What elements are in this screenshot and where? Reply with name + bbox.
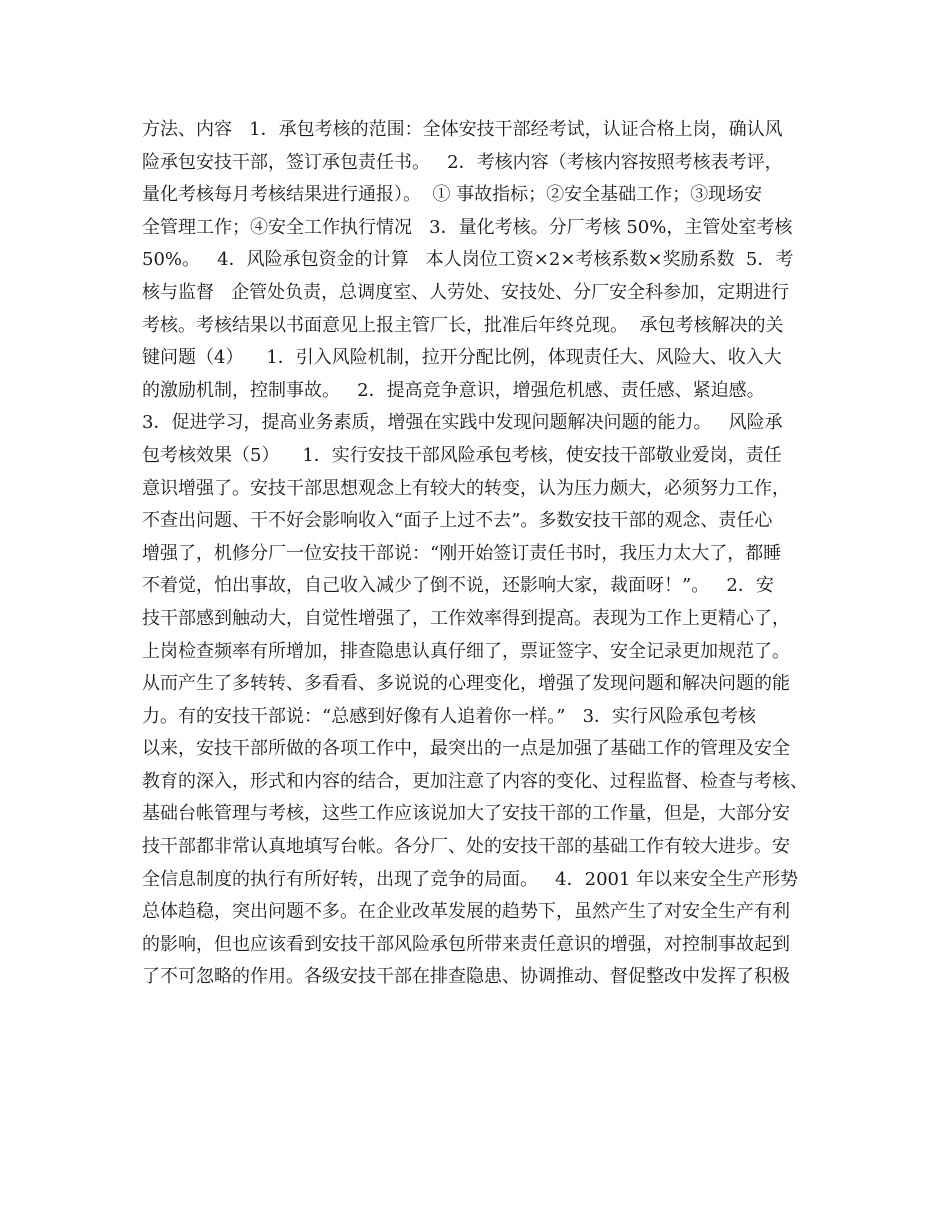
text-line: 考核。考核结果以书面意见上报主管厂长，批准后年终兑现。 承包考核解决的关 — [142, 314, 784, 336]
text-line: 了不可忽略的作用。各级安技干部在排查隐患、协调推动、督促整改中发挥了积极 — [142, 966, 790, 988]
text-line: 3．促进学习，提高业务素质，增强在实践中发现问题解决问题的能力。 风险承 — [142, 412, 783, 434]
text-line: 意识增强了。安技干部思想观念上有较大的转变，认为压力颇大，必须努力工作， — [142, 477, 790, 499]
text-line: 增强了，机修分厂一位安技干部说：“刚开始签订责任书时，我压力太大了，都睡 — [142, 542, 782, 564]
text-line: 险承包安技干部，签订承包责任书。 2．考核内容（考核内容按照考核表考评， — [142, 151, 783, 173]
text-line: 全管理工作；④安全工作执行情况 3．量化考核。分厂考核 50%，主管处室考核 — [142, 216, 793, 238]
text-line: 的影响，但也应该看到安技干部风险承包所带来责任意识的增强，对控制事故起到 — [142, 933, 790, 955]
text-line: 不着觉，怕出事故，自己收入减少了倒不说，还影响大家，裁面呀！”。 2．安 — [142, 575, 774, 597]
text-line: 包考核效果（5） 1．实行安技干部风险承包考核，使安技干部敬业爱岗，责任 — [142, 444, 782, 466]
text-line: 50%。 4．风险承包资金的计算 本人岗位工资×2×考核系数×奖励系数 5．考 — [142, 249, 794, 271]
text-line: 以来，安技干部所做的各项工作中，最突出的一点是加强了基础工作的管理及安全 — [142, 738, 790, 760]
text-line: 上岗检查频率有所增加，排查隐患认真仔细了，票证签字、安全记录更加规范了。 — [142, 640, 790, 662]
body-text — [142, 114, 832, 994]
text-line: 技干部感到触动大，自觉性增强了，工作效率得到提高。表现为工作上更精心了， — [142, 607, 790, 629]
text-line: 的激励机制，控制事故。 2．提高竞争意识，增强危机感、责任感、紧迫感。 — [142, 379, 765, 401]
text-line: 总体趋稳，突出问题不多。在企业改革发展的趋势下，虽然产生了对安全生产有利 — [142, 901, 790, 923]
text-line: 从而产生了多转转、多看看、多说说的心理变化，增强了发现问题和解决问题的能 — [142, 673, 790, 695]
text-line: 键问题（4） 1．引入风险机制，拉开分配比例，体现责任大、风险大、收入大 — [142, 347, 782, 369]
text-line: 不查出问题、干不好会影响收入“面子上过不去”。多数安技干部的观念、责任心 — [142, 510, 773, 532]
text-line: 教育的深入，形式和内容的结合，更加注意了内容的变化、过程监督、检查与考核、 — [142, 770, 808, 792]
text-line: 方法、内容 1．承包考核的范围：全体安技干部经考试，认证合格上岗，确认风 — [142, 119, 783, 140]
text-line: 量化考核每月考核结果进行通报）。 ① 事故指标；②安全基础工作；③现场安 — [142, 184, 763, 206]
text-line: 力。有的安技干部说：“总感到好像有人追着你一样。” 3．实行风险承包考核 — [142, 705, 757, 727]
text-line: 基础台帐管理与考核，这些工作应该说加大了安技干部的工作量，但是，大部分安 — [142, 803, 790, 825]
text-line: 核与监督 企管处负责，总调度室、人劳处、安技处、分厂安全科参加，定期进行 — [142, 281, 790, 303]
text-line: 技干部都非常认真地填写台帐。各分厂、处的安技干部的基础工作有较大进步。安 — [142, 836, 790, 858]
text-line: 全信息制度的执行有所好转，出现了竞争的局面。 4．2001 年以来安全生产形势 — [142, 868, 799, 890]
